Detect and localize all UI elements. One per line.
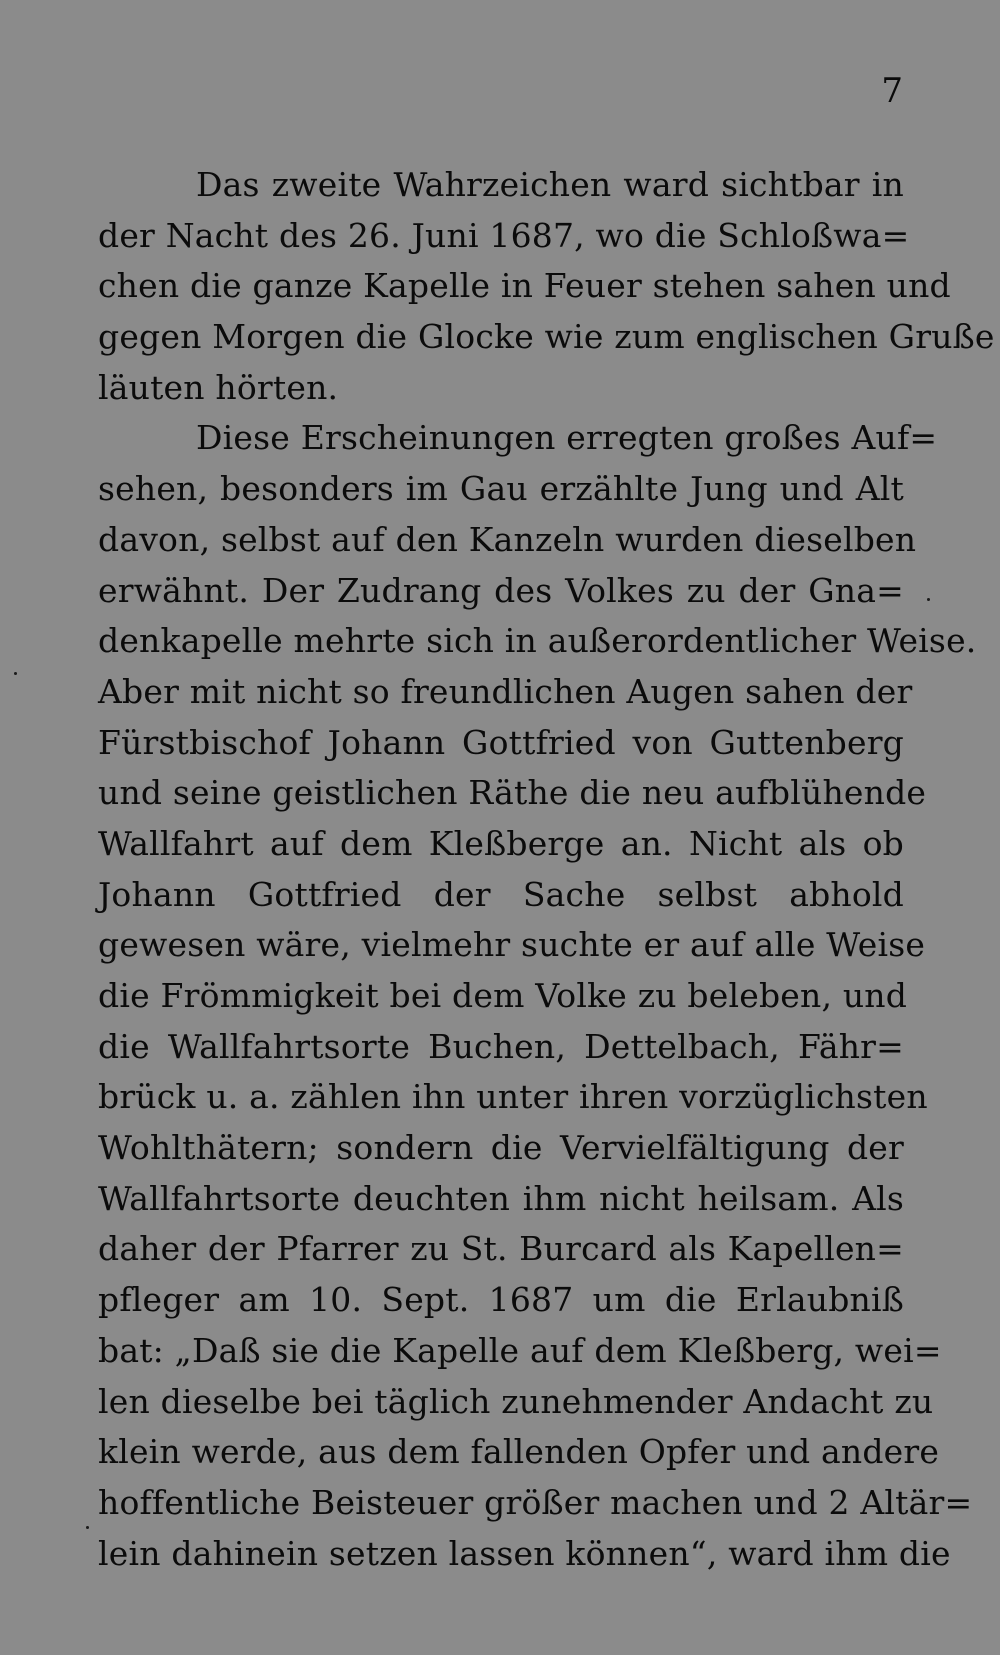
text-line: Das zweite Wahrzeichen ward sichtbar in <box>196 165 904 204</box>
text-line: Diese Erscheinungen erregten großes Auf= <box>196 418 938 458</box>
text-line: Wallfahrt auf dem Kleßberge an. Nicht als ob <box>98 823 904 863</box>
text-line: die Wallfahrtsorte Buchen, Dettelbach, Fähr= <box>98 1026 904 1066</box>
print-speck <box>86 1526 89 1529</box>
text-line: klein werde, aus dem fallenden Opfer und andere <box>98 1432 940 1472</box>
text-line: gegen Morgen die Glocke wie zum englischen Gruße <box>98 317 995 357</box>
print-speck <box>14 672 17 675</box>
text-line: Wohlthätern; sondern die Vervielfältigung der <box>98 1128 904 1168</box>
text-line: läuten hörten. <box>98 367 339 407</box>
text-line: denkapelle mehrte sich in außerordentlicher Weise. <box>98 621 977 661</box>
text-line: Wallfahrtsorte deuchten ihm nicht heilsam. Als <box>98 1178 904 1218</box>
text-line: chen die ganze Kapelle in Feuer stehen sahen und <box>98 266 951 306</box>
text-line: Aber mit nicht so freundlichen Augen sahen der <box>98 671 913 711</box>
print-speck <box>927 598 930 601</box>
text-line: daher der Pfarrer zu St. Burcard als Kapellen= <box>98 1229 904 1269</box>
text-line: gewesen wäre, vielmehr suchte er auf alle Weise <box>98 925 926 965</box>
text-line: brück u. a. zählen ihn unter ihren vorzüglichsten <box>98 1077 928 1117</box>
text-line: lein dahinein setzen lassen können“, ward ihm die <box>98 1533 951 1573</box>
text-line: pfleger am 10. Sept. 1687 um die Erlaubniß <box>98 1280 904 1320</box>
text-line: erwähnt. Der Zudrang des Volkes zu der Gna= <box>98 570 904 610</box>
text-line: und seine geistlichen Räthe die neu aufblühende <box>98 773 927 813</box>
body-text <box>98 160 995 1579</box>
text-line: hoffentliche Beisteuer größer machen und 2 Altär= <box>98 1482 973 1522</box>
text-line: die Frömmigkeit bei dem Volke zu beleben, und <box>98 976 908 1015</box>
page-number: 7 <box>881 71 903 111</box>
text-line: davon, selbst auf den Kanzeln wurden dieselben <box>98 519 917 559</box>
text-line: Fürstbischof Johann Gottfried von Guttenberg <box>98 722 904 762</box>
text-line: der Nacht des 26. Juni 1687, wo die Schloßwa= <box>98 215 910 255</box>
text-line: len dieselbe bei täglich zunehmender Andacht zu <box>98 1381 934 1421</box>
text-line: sehen, besonders im Gau erzählte Jung und Alt <box>98 469 904 509</box>
text-line: Johann Gottfried der Sache selbst abhold <box>98 874 904 914</box>
text-line: bat: „Daß sie die Kapelle auf dem Kleßberg, wei= <box>98 1330 942 1370</box>
